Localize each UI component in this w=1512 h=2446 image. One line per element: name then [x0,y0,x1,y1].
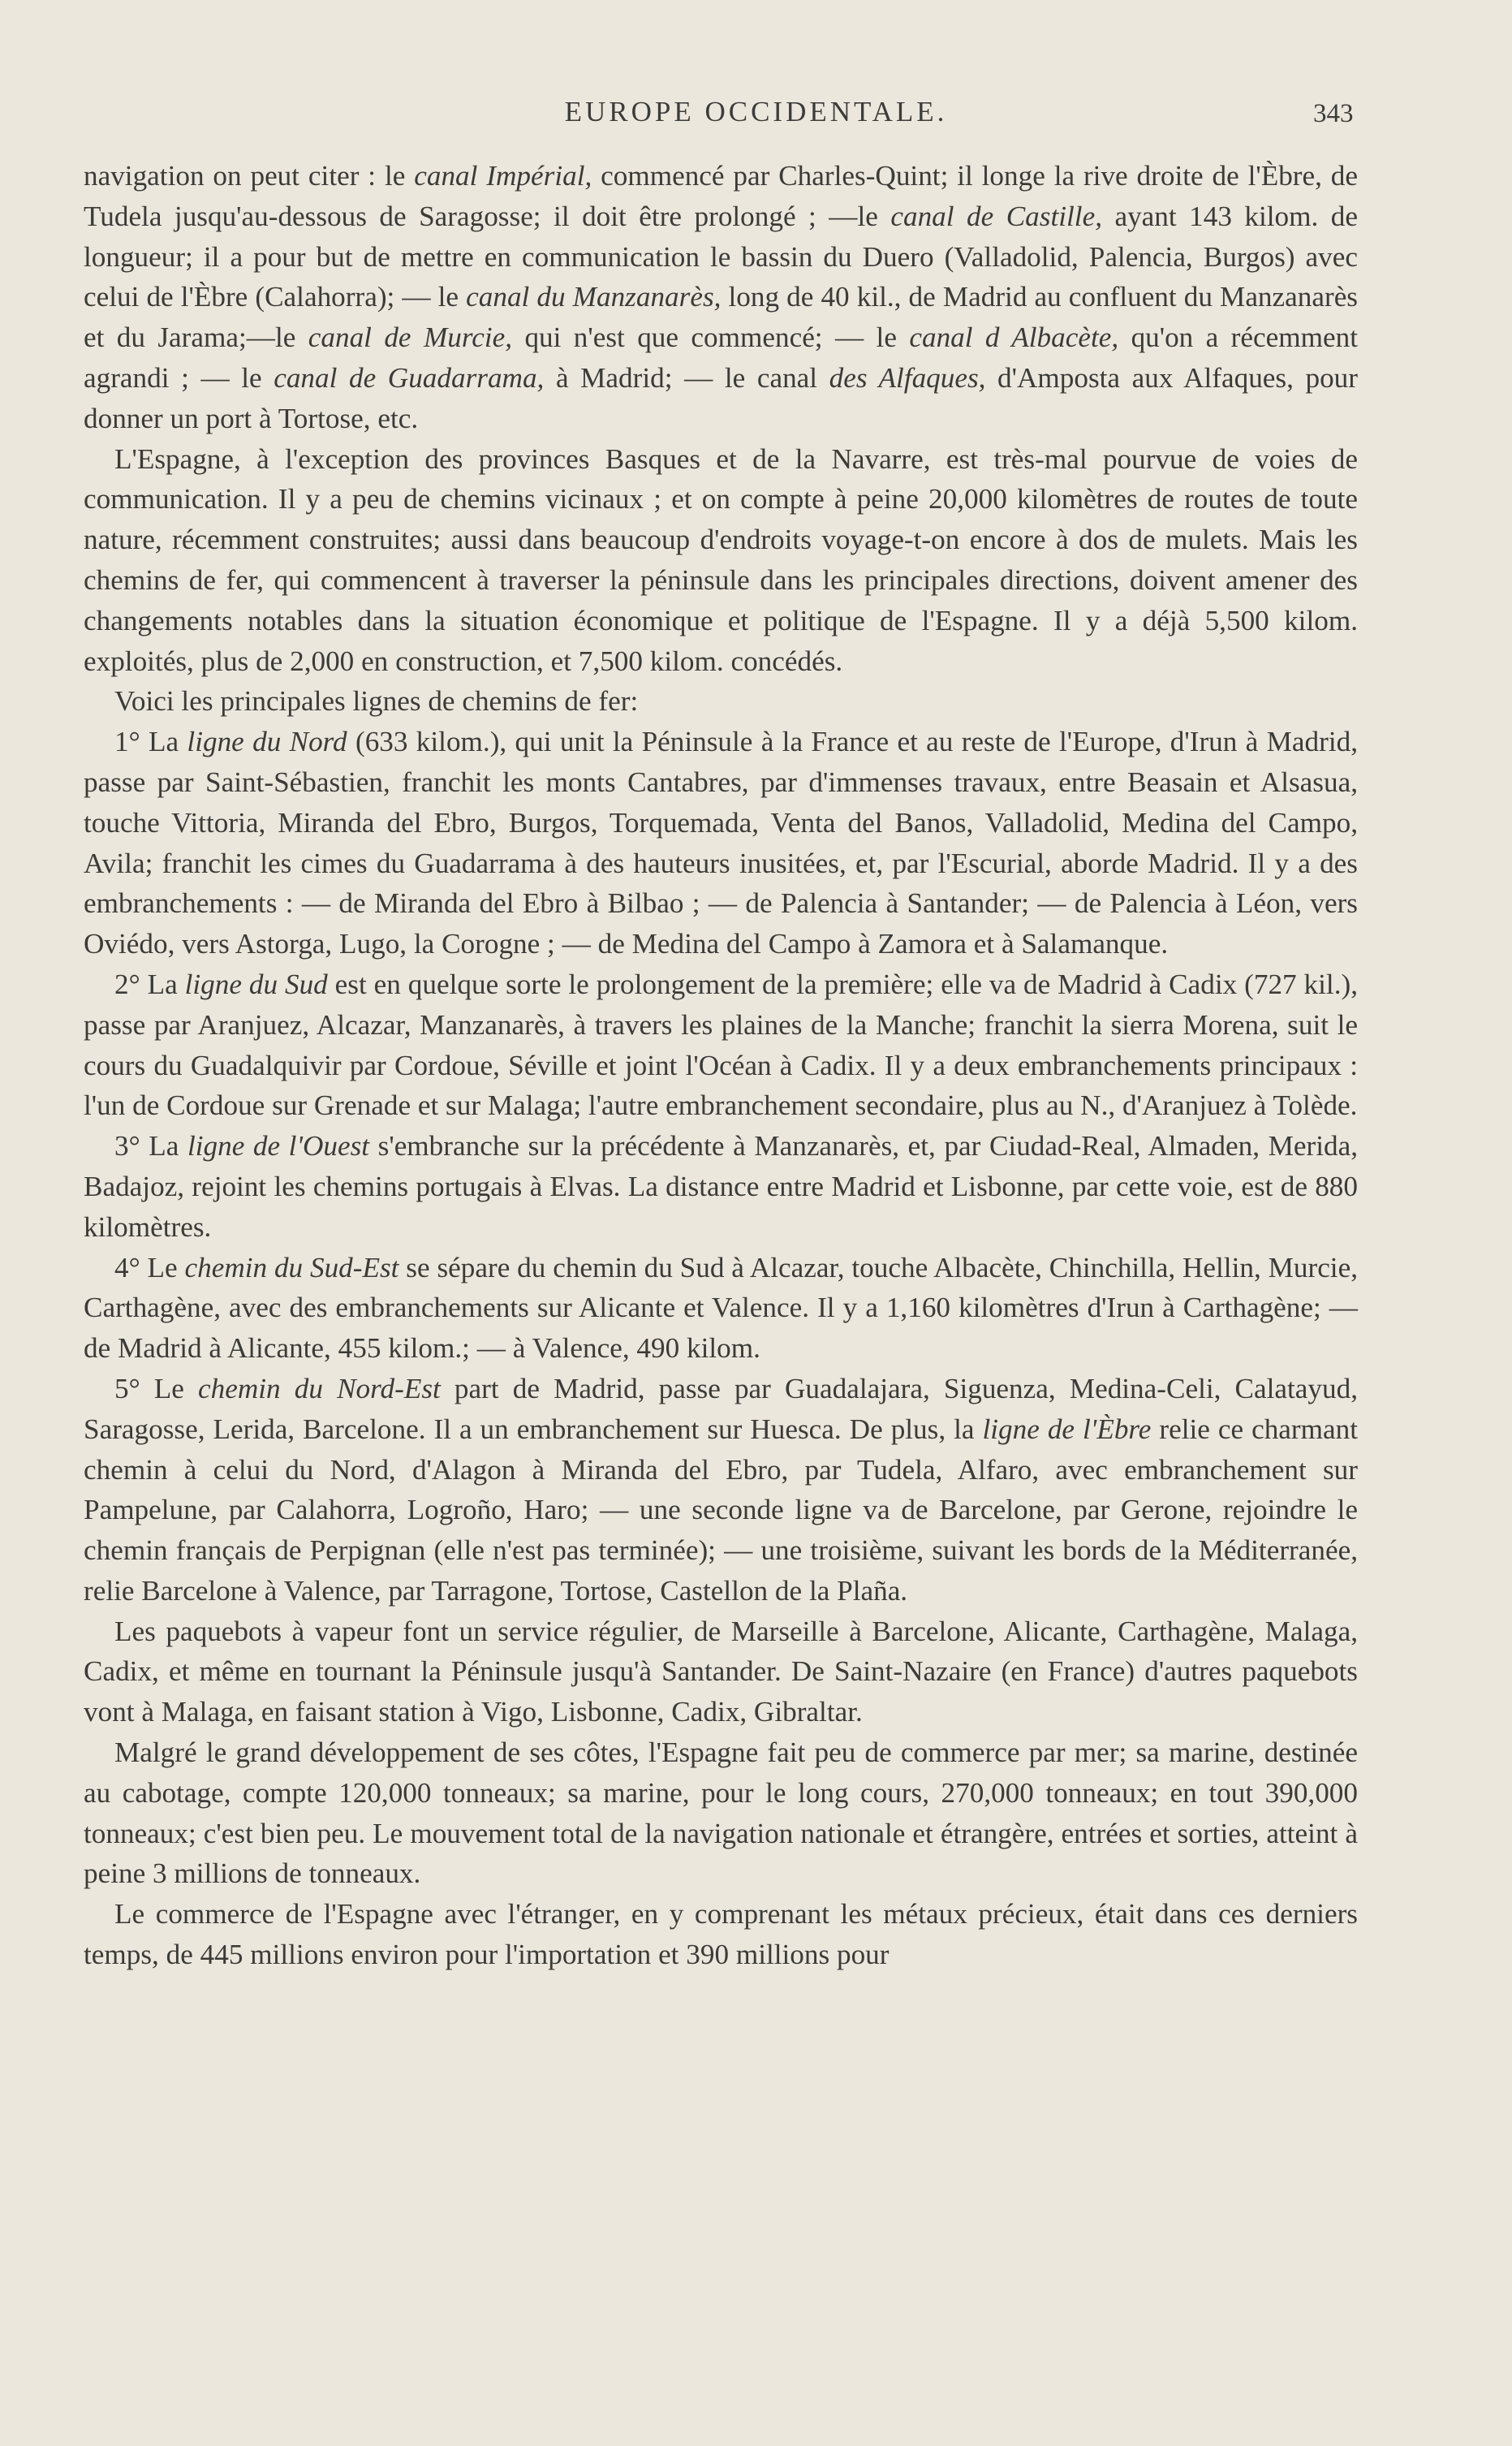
italic-chemin-du-sud-est: chemin du Sud-Est [184,1251,399,1283]
paragraph-communications: L'Espagne, à l'exception des provinces Basques et de la Navarre, est très-mal pourvue de voies de communication. Il y a peu de chemins vicinaux ; et on compte à peine 20,000 kilomètres de routes de toute nature, récemment construites; aussi dans beaucoup d'endroits voyage-t-on encore à dos de mulets. Mais les chemins de fer, qui commencent à traverser la péninsule dans les principales directions, doivent amener des changements notables dans la situation économique et politique de l'Espagne. Il y a déjà 5,500 kilom. exploités, plus de 2,000 en construction, et 7,500 kilom. concédés. [84,442,1358,677]
italic-ligne-de-l-ouest: ligne de l'Ouest [187,1130,370,1163]
italic-canal-murcie: canal de Murcie, [308,321,513,354]
italic-ligne-de-l-ebre: ligne de l'Èbre [982,1413,1152,1445]
paragraph-ligne-sud: 2° La ligne du Sud est en quelque sorte le prolongement de la première; elle va de Madrid à Cadix (727 kil.), passe par Aranjuez, Alcazar, Manzanarès, à travers les plaines de la Manche; franchit la sierra Morena, suit le cours du Guadalquivir par Cordoue, Séville et joint l'Océan à Cadix. Il y a deux embranchements principaux : l'un de Cordoue sur Grenade et sur Malaga; l'autre embranchement secondaire, plus au N., d'Aranjuez à Tolède. [84,968,1359,1122]
paragraph-marine: Malgré le grand développement de ses côtes, l'Espagne fait peu de commerce par mer; sa marine, destinée au cabotage, compte 120,000 tonneaux; sa marine, pour le long cours, 270,000 tonneaux; en tout 390,000 tonneaux; c'est bien peu. Le mouvement total de la navigation nationale et étrangère, entrées et sorties, atteint à peine 3 millions de tonneaux. [84,1736,1358,1890]
italic-canal-guadarrama: canal de Guadarrama, [274,361,545,394]
paragraph-canals: navigation on peut citer : le canal Impérial, commencé par Charles-Quint; il longe la rive droite de l'Èbre, de Tudela jusqu'au-dessous de Saragosse; il doit être prolongé ; —le canal de Castille, ayant 143 kilom. de longueur; il a pour but de mettre en communication le bassin du Duero (Valladolid, Palencia, Burgos) avec celui de l'Èbre (Calahorra); — le canal du Manzanarès, long de 40 kil., de Madrid au confluent du Manzanarès et du Jarama;—le canal de Murcie, qui n'est que commencé; — le canal d Albacète, qu'on a récemment agrandi ; — le canal de Guadarrama, à Madrid; — le canal des Alfaques, d'Amposta aux Alfaques, pour donner un port à Tortose, etc. [84,160,1359,434]
italic-canal-castille: canal de Castille, [890,200,1102,232]
page-header [0,96,1512,136]
italic-canal-imperial: canal Impérial, [414,160,592,192]
italic-canal-albacete: canal d Albacète, [909,321,1119,354]
italic-ligne-du-nord: ligne du Nord [187,726,347,758]
paragraph-commerce: Le commerce de l'Espagne avec l'étranger, en y comprenant les métaux précieux, était dans ces derniers temps, de 445 millions environ pour l'importation et 390 millions pour [84,1898,1358,1971]
paragraph-chemin-nord-est: 5° Le chemin du Nord-Est part de Madrid, passe par Guadalajara, Siguenza, Medina-Celi, Calatayud, Saragosse, Lerida, Barcelone. Il a un embranchement sur Huesca. De plus, la ligne de l'Èbre relie ce charmant chemin à celui du Nord, d'Alagon à Miranda del Ebro, par Tudela, Alfaro, avec embranchement sur Pampelune, par Calahorra, Logroño, Haro; — une seconde ligne va de Barcelone, par Gerone, rejoindre le chemin français de Perpignan (elle n'est pas terminée); — une troisième, suivant les bords de la Méditerranée, relie Barcelone à Valence, par Tarragone, Tortose, Castellon de la Plaña. [84,1372,1359,1607]
italic-canal-manzanares: canal du Manzanarès, [466,281,722,313]
paragraph-chemin-sud-est: 4° Le chemin du Sud-Est se sépare du chemin du Sud à Alcazar, touche Albacète, Chinchilla, Hellin, Murcie, Carthagène, avec des embranchements sur Alicante et Valence. Il y a 1,160 kilomètres d'Irun à Carthagène; — de Madrid à Alicante, 455 kilom.; — à Valence, 490 kilom. [84,1251,1359,1365]
paragraph-paquebots: Les paquebots à vapeur font un service régulier, de Marseille à Barcelone, Alicante, Carthagène, Malaga, Cadix, et même en tournant la Péninsule jusqu'à Santander. De Saint-Nazaire (en France) d'autres paquebots vont à Malaga, en faisant station à Vigo, Lisbonne, Cadix, Gibraltar. [84,1615,1358,1728]
paragraph-railways-intro: Voici les principales lignes de chemins de fer: [114,685,639,718]
paragraph-ligne-nord: 1° La ligne du Nord (633 kilom.), qui unit la Péninsule à la France et au reste de l'Europe, d'Irun à Madrid, passe par Saint-Sébastien, franchit les monts Cantabres, par d'immenses travaux, entre Beasain et Alsasua, touche Vittoria, Miranda del Ebro, Burgos, Torquemada, Venta del Banos, Valladolid, Medina del Campo, Avila; franchit les cimes du Guadarrama à des hauteurs inusitées, et, par l'Escurial, aborde Madrid. Il y a des embranchements : — de Miranda del Ebro à Bilbao ; — de Palencia à Santander; — de Palencia à Léon, vers Oviédo, vers Astorga, Lugo, la Corogne ; — de Medina del Campo à Zamora et à Salamanque. [84,726,1359,960]
italic-chemin-du-nord-est: chemin du Nord-Est [198,1372,441,1404]
running-head: EUROPE OCCIDENTALE. [564,96,948,127]
body-text [84,156,1358,1975]
page-number: 343 [1313,99,1354,128]
italic-des-alfaques: des Alfaques, [829,361,986,394]
paragraph-ligne-ouest: 3° La ligne de l'Ouest s'embranche sur la précédente à Manzanarès, et, par Ciudad-Real, Almaden, Merida, Badajoz, rejoint les chemins portugais à Elvas. La distance entre Madrid et Lisbonne, par cette voie, est de 880 kilomètres. [84,1130,1358,1243]
italic-ligne-du-sud: ligne du Sud [184,968,328,1000]
